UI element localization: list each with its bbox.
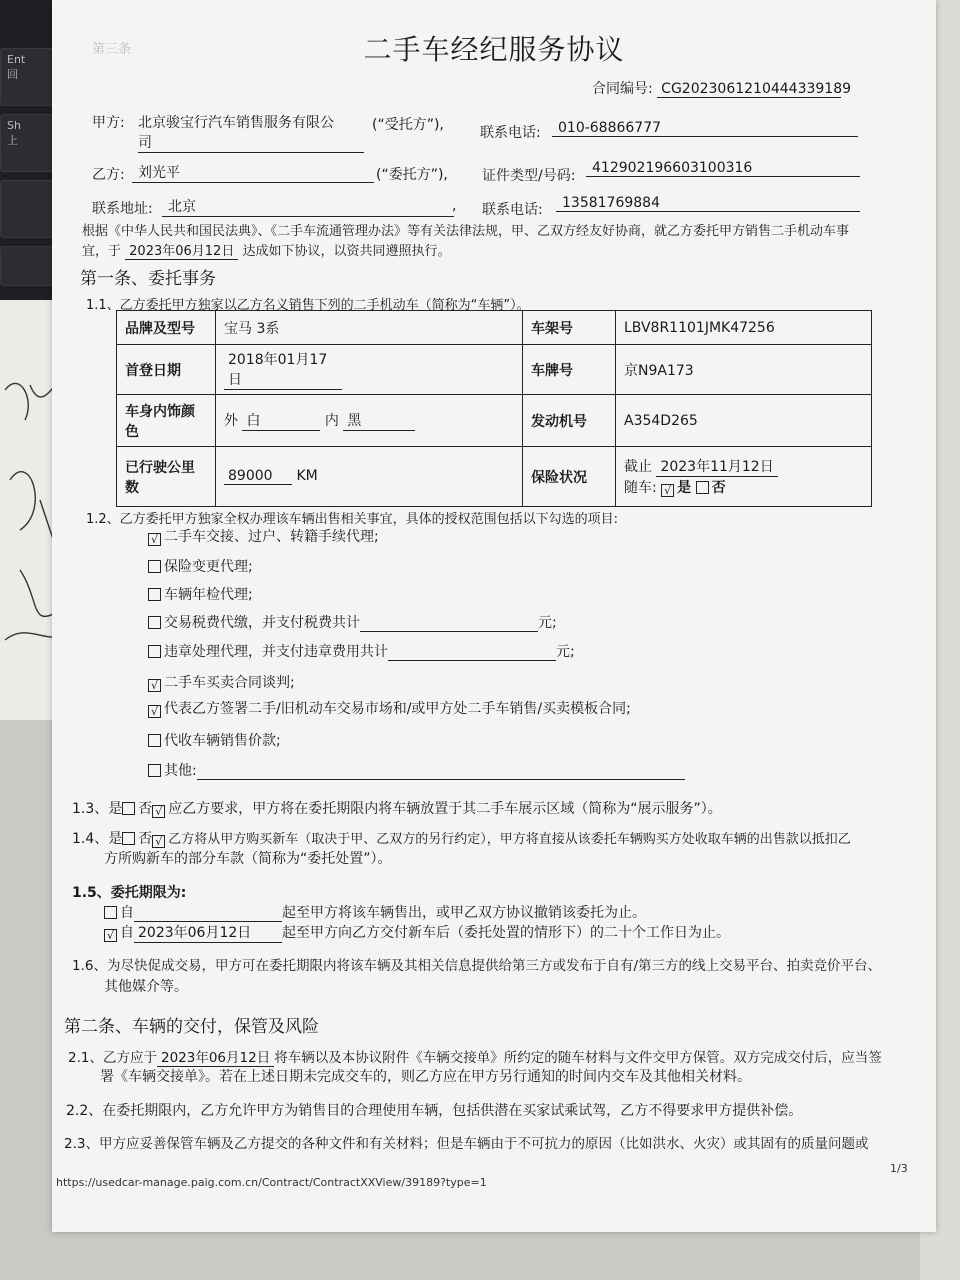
clause-1-6-line-1: 1.6、为尽快促成交易，甲方可在委托期限内将该车辆及其相关信息提供给第三方或发布于自有/第三方的线上交易平台、拍卖竞价平台、 xyxy=(72,958,882,974)
party-b-phone: 13581769884 xyxy=(556,195,860,212)
vin-value: LBV8R1101JMK47256 xyxy=(616,311,872,345)
party-a-name: 北京骏宝行汽车销售服务有限公 xyxy=(138,115,334,131)
preamble-prefix: 宜，于 xyxy=(82,244,122,259)
engine-value: A354D265 xyxy=(616,395,872,447)
term-prefix: 自 xyxy=(120,925,134,941)
option-label: 交易税费代缴，并支付税费共计 xyxy=(164,615,360,631)
exterior-label: 外 xyxy=(224,413,238,429)
party-b-role: (“委托方”), xyxy=(376,167,448,183)
option-item[interactable] xyxy=(148,641,575,661)
option-label: 二手车买卖合同谈判; xyxy=(164,675,295,691)
option-item[interactable] xyxy=(148,760,685,780)
clause-2-1-text: 将车辆以及本协议附件《车辆交接单》所约定的随车材料与文件交甲方保管。双方完成交付后，应当签 xyxy=(274,1050,882,1066)
vin-label: 车架号 xyxy=(523,311,616,345)
exterior-color: 白 xyxy=(242,410,320,431)
preamble-date: 2023年06月12日 xyxy=(125,240,238,260)
color-label-line-2: 色 xyxy=(125,423,139,440)
table-row xyxy=(117,395,872,447)
clause-1-1: 1.1、乙方委托甲方独家以乙方名义销售下列的二手机动车（简称为“车辆”）。 xyxy=(86,298,530,313)
option-item[interactable] xyxy=(148,526,379,546)
footer-url[interactable]: https://usedcar-manage.paig.com.cn/Contract/ContractXXView/39189?type=1 xyxy=(56,1176,487,1189)
interior-label: 内 xyxy=(324,413,339,429)
plate-value: 京N9A173 xyxy=(616,345,872,395)
color-label xyxy=(117,395,216,447)
party-a-name-cont: 司 xyxy=(138,132,364,153)
blank-line xyxy=(134,905,282,922)
checkbox-checked-icon[interactable]: √ xyxy=(104,929,117,942)
checkbox-empty-icon[interactable] xyxy=(148,560,161,573)
preamble-line-1: 根据《中华人民共和国民法典》、《二手车流通管理办法》等有关法律法规，甲、乙双方经友好协商，就乙方委托甲方销售二手机动车事 xyxy=(82,224,850,239)
shift-key-label: Sh xyxy=(7,119,21,132)
term-option-2[interactable] xyxy=(104,922,730,943)
interior-color: 黑 xyxy=(343,410,415,431)
party-b-label: 乙方: xyxy=(92,167,125,183)
party-a-phone-label: 联系电话: xyxy=(480,125,541,141)
clause-1-4 xyxy=(72,828,851,848)
clause-number: 1.3、 xyxy=(72,801,109,817)
clause-1-6-line-2: 其他媒介等。 xyxy=(104,979,188,995)
insurance-with-label: 随车: xyxy=(624,480,657,496)
clause-2-1-prefix: 2.1、乙方应于 xyxy=(68,1050,157,1066)
term-prefix: 自 xyxy=(120,905,134,921)
option-item[interactable] xyxy=(148,698,631,718)
term-text: 起至甲方向乙方交付新车后（委托处置的情形下）的二十个工作日为止。 xyxy=(282,925,730,941)
brand-value: 宝马 3系 xyxy=(216,311,523,345)
checkbox-checked-icon[interactable]: √ xyxy=(152,805,165,818)
insurance-no: 否 xyxy=(711,480,726,496)
reg-date-cell xyxy=(216,345,523,395)
term-start-date: 2023年06月12日 xyxy=(134,922,282,943)
clause-1-4-cont: 方所购新车的部分车款（简称为“委托处置”）。 xyxy=(104,851,392,867)
option-item[interactable] xyxy=(148,672,295,692)
option-label: 二手车交接、过户、转籍手续代理; xyxy=(164,529,379,545)
table-row xyxy=(117,311,872,345)
enter-key-label: Ent xyxy=(7,53,26,66)
table-row xyxy=(117,345,872,395)
clause-no: 否 xyxy=(138,831,153,847)
clause-number: 1.4、 xyxy=(72,831,109,847)
party-a-role: (“受托方”), xyxy=(372,117,444,133)
blank-line xyxy=(388,644,556,661)
section-1-heading: 第一条、委托事务 xyxy=(80,269,216,289)
option-label: 保险变更代理; xyxy=(164,559,253,575)
option-label: 车辆年检代理; xyxy=(164,587,253,603)
engine-label: 发动机号 xyxy=(523,395,616,447)
preamble-line-2 xyxy=(82,240,450,260)
clause-no: 否 xyxy=(138,801,153,817)
contract-number-row xyxy=(592,78,852,98)
option-label: 其他: xyxy=(164,763,197,779)
blank-line xyxy=(360,615,538,632)
clause-yes: 是 xyxy=(108,831,123,847)
contract-page xyxy=(52,0,936,1232)
party-b-id-label: 证件类型/号码: xyxy=(482,168,576,184)
option-label: 违章处理代理，并支付违章费用共计 xyxy=(164,644,388,660)
party-b-phone-label: 联系电话: xyxy=(482,202,543,218)
mileage-label xyxy=(117,447,216,507)
insurance-label: 保险状况 xyxy=(523,447,616,507)
reg-date-label: 首登日期 xyxy=(117,345,216,395)
option-item[interactable] xyxy=(148,556,253,576)
comma: , xyxy=(452,198,457,214)
mileage-value: 89000 xyxy=(224,468,292,485)
party-a-label: 甲方: xyxy=(92,115,125,131)
plate-label: 车牌号 xyxy=(523,345,616,395)
checkbox-empty-icon[interactable] xyxy=(104,906,117,919)
delivery-date: 2023年06月12日 xyxy=(157,1046,274,1067)
checkbox-checked-icon[interactable]: √ xyxy=(148,705,161,718)
clause-2-3: 2.3、甲方应妥善保管车辆及乙方提交的各种文件和有关材料；但是车辆由于不可抗力的原因（比如洪水、火灾）或其固有的质量问题或 xyxy=(64,1136,869,1152)
checkbox-empty-icon[interactable] xyxy=(148,734,161,747)
checkbox-empty-icon[interactable] xyxy=(148,645,161,658)
checkbox-checked-icon[interactable]: √ xyxy=(152,835,165,848)
show-through-text: 第三条 xyxy=(92,42,132,57)
clause-yes: 是 xyxy=(108,801,123,817)
checkbox-empty-icon[interactable] xyxy=(696,481,709,494)
checkbox-empty-icon[interactable] xyxy=(122,802,135,815)
term-text: 起至甲方将该车辆售出，或甲乙双方协议撤销该委托为止。 xyxy=(282,905,646,921)
clause-2-1 xyxy=(68,1046,882,1067)
table-row xyxy=(117,447,872,507)
contract-number: CG2023061210444339189 xyxy=(657,81,841,98)
clause-text: 应乙方要求，甲方将在委托期限内将车辆放置于其二手车展示区域（简称为“展示服务”）。 xyxy=(168,801,722,817)
option-item[interactable] xyxy=(148,584,253,604)
vehicle-info-table xyxy=(116,310,872,507)
clause-2-1-cont: 署《车辆交接单》。若在上述日期未完成交车的，则乙方应在甲方另行通知的时间内交车及其他相关材料。 xyxy=(100,1069,751,1085)
insurance-until-label: 截止 xyxy=(624,459,652,475)
page-number: 1/3 xyxy=(890,1162,908,1175)
option-item[interactable] xyxy=(148,612,557,632)
party-b-name: 刘光平 xyxy=(132,162,374,183)
option-label: 代表乙方签署二手/旧机动车交易市场和/或甲方处二手车销售/买卖模板合同; xyxy=(164,701,631,717)
section-2-heading: 第二条、车辆的交付，保管及风险 xyxy=(64,1017,319,1037)
mileage-label-line-1: 已行驶公里 xyxy=(125,459,195,476)
checkbox-checked-icon[interactable]: √ xyxy=(148,679,161,692)
shift-key-label-cn: 上 xyxy=(7,134,18,147)
checkbox-empty-icon[interactable] xyxy=(148,764,161,777)
option-suffix: 元; xyxy=(556,644,575,660)
clause-1-3 xyxy=(72,798,722,818)
checkbox-empty-icon[interactable] xyxy=(148,588,161,601)
option-suffix: 元; xyxy=(538,615,557,631)
term-option-1[interactable] xyxy=(104,902,646,922)
clause-text: 乙方将从甲方购买新车（取决于甲、乙双方的另行约定），甲方将直接从该委托车辆购买方处收取车辆的出售款以抵扣乙 xyxy=(168,832,851,847)
preamble-suffix: 达成如下协议，以资共同遵照执行。 xyxy=(242,244,451,259)
brand-label: 品牌及型号 xyxy=(117,311,216,345)
option-label: 代收车辆销售价款; xyxy=(164,733,281,749)
party-b-address-label: 联系地址: xyxy=(92,201,153,217)
party-b-address: 北京 xyxy=(162,196,454,217)
mileage-label-line-2: 数 xyxy=(125,479,139,496)
reg-date-value: 2018年01月17日 xyxy=(224,349,342,390)
mileage-cell xyxy=(216,447,523,507)
mileage-unit: KM xyxy=(296,468,318,484)
party-a-phone: 010-68866777 xyxy=(552,120,858,137)
checkbox-checked-icon[interactable]: √ xyxy=(148,533,161,546)
checkbox-checked-icon[interactable]: √ xyxy=(661,484,674,497)
page-title: 二手车经纪服务协议 xyxy=(363,33,625,66)
checkbox-empty-icon[interactable] xyxy=(148,616,161,629)
clause-1-5-heading: 1.5、委托期限为: xyxy=(72,885,187,901)
insurance-until-date: 2023年11月12日 xyxy=(656,456,777,477)
enter-key-label-cn: 回 xyxy=(7,68,18,81)
clause-2-2: 2.2、在委托期限内，乙方允许甲方为销售目的合理使用车辆，包括供潜在买家试乘试驾，乙方不得要求甲方提供补偿。 xyxy=(66,1103,803,1119)
color-cell xyxy=(216,395,523,447)
contract-number-label: 合同编号: xyxy=(592,81,653,97)
party-b-id: 412902196603100316 xyxy=(586,160,860,177)
option-item[interactable] xyxy=(148,730,281,750)
checkbox-empty-icon[interactable] xyxy=(122,832,135,845)
insurance-yes: 是 xyxy=(677,480,692,496)
insurance-cell xyxy=(616,447,872,507)
clause-1-2: 1.2、乙方委托甲方独家全权办理该车辆出售相关事宜，具体的授权范围包括以下勾选的项目: xyxy=(86,512,619,527)
color-label-line-1: 车身内饰颜 xyxy=(125,403,195,420)
blank-line xyxy=(197,763,685,780)
